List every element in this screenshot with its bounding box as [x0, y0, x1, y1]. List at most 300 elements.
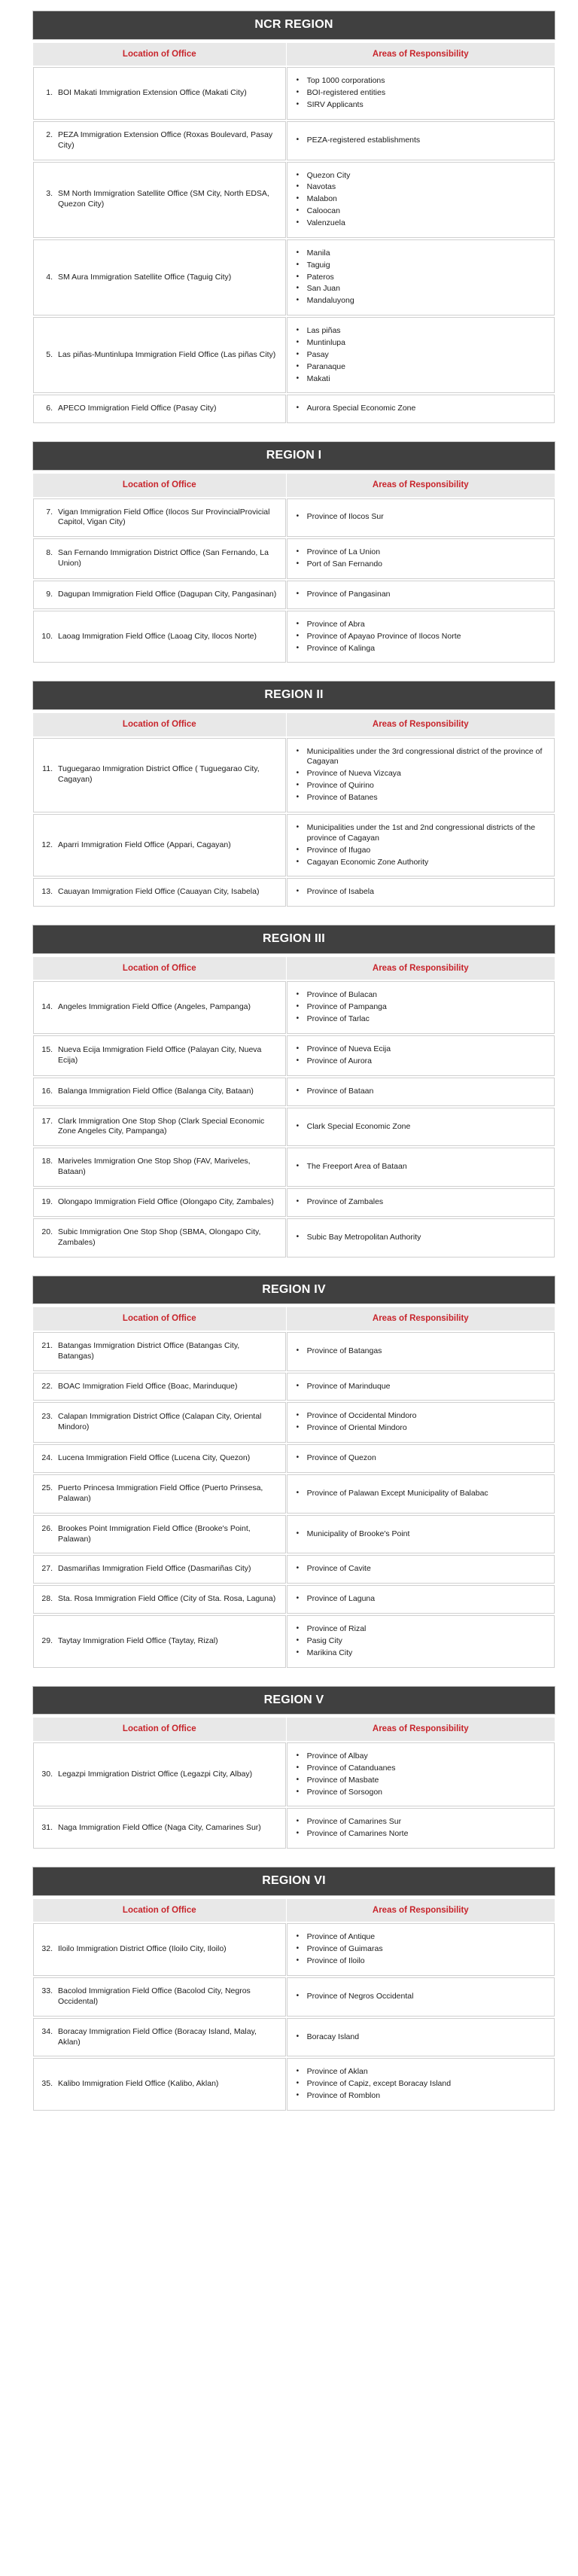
- office-name: PEZA Immigration Extension Office (Roxas Boulevard, Pasay City): [58, 130, 273, 150]
- office-name: Nueva Ecija Immigration Field Office (Palayan City, Nueva Ecija): [58, 1045, 262, 1065]
- column-header-location: Location of Office: [33, 713, 286, 736]
- areas-of-responsibility-cell: [287, 121, 555, 160]
- region-block: [32, 1686, 555, 1850]
- table-row: [33, 2018, 555, 2057]
- office-number: 12.: [41, 840, 53, 849]
- office-number: 7.: [46, 507, 53, 517]
- column-header-areas: Areas of Responsibility: [287, 957, 555, 980]
- areas-of-responsibility-cell: [287, 1444, 555, 1473]
- areas-of-responsibility-cell: [287, 1402, 555, 1443]
- table-row: [33, 878, 555, 907]
- column-header-areas: Areas of Responsibility: [287, 1307, 555, 1331]
- office-location-cell: [33, 395, 286, 423]
- office-number: 30.: [41, 1769, 53, 1779]
- column-header-areas: Areas of Responsibility: [287, 1899, 555, 1922]
- areas-list: [295, 1932, 546, 1967]
- region-table: [32, 1306, 555, 1669]
- table-row: [33, 1218, 555, 1258]
- office-name: Clark Immigration One Stop Shop (Clark Special Economic Zone Angeles City, Pampanga): [58, 1116, 265, 1136]
- region-title: NCR REGION: [32, 11, 555, 40]
- table-row: [33, 538, 555, 579]
- areas-list: [295, 248, 546, 306]
- areas-of-responsibility-cell: [287, 1742, 555, 1806]
- office-name: San Fernando Immigration District Office (San Fernando, La Union): [58, 548, 269, 569]
- area-list-item: • Province of Batanes: [295, 793, 546, 803]
- office-number: 27.: [41, 1564, 53, 1574]
- table-row: [33, 738, 555, 812]
- office-name: Mariveles Immigration One Stop Shop (FAV, Mariveles, Bataan): [58, 1157, 251, 1177]
- office-location-cell: [33, 2018, 286, 2057]
- area-list-item: • Province of Aklan: [295, 2067, 546, 2078]
- column-header-areas: Areas of Responsibility: [287, 43, 555, 66]
- area-list-item: • Province of Kalinga: [295, 644, 546, 654]
- area-list-item: • Port of San Fernando: [295, 559, 546, 570]
- office-name: SM North Immigration Satellite Office (SM City, North EDSA, Quezon City): [58, 189, 269, 209]
- areas-list: [295, 1992, 546, 2002]
- area-list-item: • Pateros: [295, 273, 546, 283]
- area-list-item: • Province of Quezon: [295, 1453, 546, 1464]
- regions-container: [32, 11, 555, 2112]
- office-location-cell: [33, 1402, 286, 1443]
- table-row: [33, 1444, 555, 1473]
- office-name: Brookes Point Immigration Field Office (Brooke's Point, Palawan): [58, 1523, 251, 1544]
- region-title: REGION VI: [32, 1867, 555, 1896]
- table-row: [33, 1515, 555, 1554]
- areas-of-responsibility-cell: [287, 981, 555, 1034]
- areas-of-responsibility-cell: [287, 738, 555, 812]
- office-name: Aparri Immigration Field Office (Appari, Cagayan): [58, 840, 231, 849]
- office-number: 18.: [41, 1157, 53, 1166]
- areas-of-responsibility-cell: [287, 611, 555, 663]
- office-location-cell: [33, 538, 286, 579]
- office-number: 1.: [46, 88, 53, 98]
- area-list-item: • Province of Albay: [295, 1751, 546, 1762]
- table-row: [33, 1585, 555, 1614]
- areas-list: [295, 1122, 546, 1133]
- area-list-item: • Province of Aurora: [295, 1056, 546, 1067]
- area-list-item: • Province of Ilocos Sur: [295, 512, 546, 523]
- office-name: Kalibo Immigration Field Office (Kalibo, Aklan): [58, 2079, 219, 2089]
- areas-list: [295, 2032, 546, 2043]
- area-list-item: • Province of La Union: [295, 547, 546, 558]
- office-name: Iloilo Immigration District Office (Iloilo City, Iloilo): [58, 1944, 227, 1954]
- area-list-item: • Mandaluyong: [295, 296, 546, 306]
- area-list-item: • Province of Rizal: [295, 1624, 546, 1635]
- areas-list: [295, 823, 546, 867]
- table-row: [33, 611, 555, 663]
- table-row: [33, 239, 555, 316]
- office-location-cell: [33, 1555, 286, 1584]
- office-name: BOAC Immigration Field Office (Boac, Marinduque): [58, 1381, 238, 1391]
- office-number: 14.: [41, 1002, 53, 1012]
- area-list-item: • Province of Pampanga: [295, 1002, 546, 1013]
- office-location-cell: [33, 878, 286, 907]
- office-number: 4.: [46, 272, 53, 282]
- areas-of-responsibility-cell: [287, 538, 555, 579]
- area-list-item: • Pasig City: [295, 1636, 546, 1647]
- areas-of-responsibility-cell: [287, 1474, 555, 1514]
- office-number: 32.: [41, 1944, 53, 1954]
- office-number: 2.: [46, 130, 53, 139]
- areas-list: [295, 1529, 546, 1540]
- column-header-areas: Areas of Responsibility: [287, 474, 555, 497]
- area-list-item: • Province of Iloilo: [295, 1956, 546, 1967]
- areas-of-responsibility-cell: [287, 2018, 555, 2057]
- areas-list: [295, 1594, 546, 1605]
- areas-of-responsibility-cell: [287, 1923, 555, 1976]
- area-list-item: • Subic Bay Metropolitan Authority: [295, 1233, 546, 1243]
- region-table: [32, 712, 555, 908]
- area-list-item: • Province of Guimaras: [295, 1944, 546, 1955]
- areas-of-responsibility-cell: [287, 581, 555, 609]
- region-block: [32, 1276, 555, 1669]
- area-list-item: • Las piñas: [295, 326, 546, 337]
- areas-list: [295, 1751, 546, 1797]
- table-row: [33, 67, 555, 120]
- column-header-location: Location of Office: [33, 957, 286, 980]
- office-location-cell: [33, 1373, 286, 1401]
- areas-of-responsibility-cell: [287, 1188, 555, 1217]
- area-list-item: • Province of Nueva Vizcaya: [295, 769, 546, 779]
- region-block: [32, 925, 555, 1258]
- area-list-item: • Province of Camarines Norte: [295, 1829, 546, 1840]
- office-location-cell: [33, 498, 286, 538]
- office-location-cell: [33, 1923, 286, 1976]
- areas-of-responsibility-cell: [287, 67, 555, 120]
- area-list-item: • Province of Bataan: [295, 1087, 546, 1097]
- table-row: [33, 814, 555, 876]
- table-row: [33, 1742, 555, 1806]
- table-row: [33, 1148, 555, 1187]
- office-number: 21.: [41, 1340, 53, 1350]
- area-list-item: • Province of Masbate: [295, 1776, 546, 1786]
- table-row: [33, 1402, 555, 1443]
- table-row: [33, 121, 555, 160]
- office-number: 5.: [46, 349, 53, 359]
- table-row: [33, 1977, 555, 2017]
- area-list-item: • Municipalities under the 1st and 2nd congressional districts of the province of Cagayan: [295, 823, 546, 844]
- areas-list: [295, 1564, 546, 1575]
- column-header-areas: Areas of Responsibility: [287, 1718, 555, 1741]
- office-location-cell: [33, 121, 286, 160]
- areas-list: [295, 1382, 546, 1392]
- area-list-item: • Province of Laguna: [295, 1594, 546, 1605]
- table-row: [33, 1808, 555, 1849]
- areas-list: [295, 1233, 546, 1243]
- office-number: 6.: [46, 404, 53, 413]
- table-row: [33, 981, 555, 1034]
- area-list-item: • Province of Ifugao: [295, 846, 546, 856]
- area-list-item: • Muntinlupa: [295, 338, 546, 349]
- column-header-location: Location of Office: [33, 1307, 286, 1331]
- areas-list: [295, 171, 546, 229]
- areas-list: [295, 76, 546, 111]
- column-header-location: Location of Office: [33, 474, 286, 497]
- areas-list: [295, 1453, 546, 1464]
- table-row: [33, 317, 555, 393]
- areas-of-responsibility-cell: [287, 1808, 555, 1849]
- office-location-cell: [33, 981, 286, 1034]
- office-number: 25.: [41, 1483, 53, 1493]
- area-list-item: • Valenzuela: [295, 218, 546, 229]
- table-row: [33, 1035, 555, 1076]
- area-list-item: • Malabon: [295, 194, 546, 205]
- office-number: 10.: [41, 631, 53, 641]
- office-number: 26.: [41, 1523, 53, 1533]
- area-list-item: • Province of Tarlac: [295, 1014, 546, 1025]
- office-number: 11.: [42, 764, 53, 774]
- area-list-item: • Cagayan Economic Zone Authority: [295, 858, 546, 868]
- region-table: [32, 1898, 555, 2112]
- areas-list: [295, 1489, 546, 1499]
- office-location-cell: [33, 162, 286, 238]
- office-location-cell: [33, 1977, 286, 2017]
- office-location-cell: [33, 1515, 286, 1554]
- area-list-item: • Province of Capiz, except Boracay Island: [295, 2079, 546, 2090]
- office-number: 29.: [41, 1636, 53, 1646]
- office-location-cell: [33, 1078, 286, 1106]
- region-title: REGION II: [32, 681, 555, 710]
- table-row: [33, 2058, 555, 2111]
- areas-of-responsibility-cell: [287, 878, 555, 907]
- table-header-row: [33, 1307, 555, 1331]
- region-block: [32, 441, 555, 664]
- office-location-cell: [33, 1218, 286, 1258]
- office-number: 3.: [46, 189, 53, 199]
- area-list-item: • San Juan: [295, 284, 546, 294]
- office-name: Subic Immigration One Stop Shop (SBMA, Olongapo City, Zambales): [58, 1227, 261, 1247]
- areas-of-responsibility-cell: [287, 395, 555, 423]
- table-header-row: [33, 957, 555, 980]
- area-list-item: • Province of Catanduanes: [295, 1764, 546, 1774]
- area-list-item: • Boracay Island: [295, 2032, 546, 2043]
- areas-list: [295, 1087, 546, 1097]
- column-header-location: Location of Office: [33, 1899, 286, 1922]
- area-list-item: • Makati: [295, 374, 546, 385]
- area-list-item: • Province of Batangas: [295, 1346, 546, 1357]
- area-list-item: • Quezon City: [295, 171, 546, 181]
- area-list-item: • Province of Zambales: [295, 1197, 546, 1208]
- area-list-item: • Taguig: [295, 261, 546, 271]
- office-number: 13.: [41, 887, 53, 897]
- areas-of-responsibility-cell: [287, 1373, 555, 1401]
- area-list-item: • Municipality of Brooke's Point: [295, 1529, 546, 1540]
- area-list-item: • Province of Nueva Ecija: [295, 1044, 546, 1055]
- area-list-item: • Municipalities under the 3rd congressional district of the province of Cagayan: [295, 747, 546, 768]
- office-name: Vigan Immigration Field Office (Ilocos Sur ProvincialProvicial Capitol, Vigan City): [58, 507, 270, 527]
- office-location-cell: [33, 1332, 286, 1371]
- office-location-cell: [33, 1148, 286, 1187]
- region-title: REGION III: [32, 925, 555, 954]
- region-block: [32, 11, 555, 425]
- area-list-item: • PEZA-registered establishments: [295, 136, 546, 146]
- office-name: Angeles Immigration Field Office (Angeles, Pampanga): [58, 1002, 251, 1012]
- office-location-cell: [33, 1474, 286, 1514]
- areas-list: [295, 887, 546, 898]
- office-number: 15.: [41, 1045, 53, 1055]
- office-number: 22.: [41, 1381, 53, 1391]
- areas-of-responsibility-cell: [287, 162, 555, 238]
- areas-of-responsibility-cell: [287, 1108, 555, 1147]
- areas-list: [295, 1624, 546, 1659]
- office-number: 33.: [41, 1986, 53, 1995]
- areas-of-responsibility-cell: [287, 1615, 555, 1668]
- office-location-cell: [33, 1444, 286, 1473]
- area-list-item: • Province of Cavite: [295, 1564, 546, 1575]
- areas-list: [295, 747, 546, 803]
- areas-list: [295, 404, 546, 414]
- table-row: [33, 395, 555, 423]
- area-list-item: • Province of Pangasinan: [295, 590, 546, 600]
- areas-list: [295, 1162, 546, 1172]
- areas-list: [295, 1197, 546, 1208]
- table-row: [33, 1078, 555, 1106]
- office-name: Laoag Immigration Field Office (Laoag City, Ilocos Norte): [58, 631, 257, 641]
- area-list-item: • SIRV Applicants: [295, 100, 546, 111]
- area-list-item: • Province of Marinduque: [295, 1382, 546, 1392]
- office-number: 28.: [41, 1594, 53, 1604]
- office-location-cell: [33, 1188, 286, 1217]
- area-list-item: • Navotas: [295, 182, 546, 193]
- office-location-cell: [33, 1108, 286, 1147]
- areas-of-responsibility-cell: [287, 317, 555, 393]
- office-name: Naga Immigration Field Office (Naga City, Camarines Sur): [58, 1823, 261, 1833]
- office-number: 9.: [46, 589, 53, 599]
- table-row: [33, 1108, 555, 1147]
- office-number: 20.: [41, 1227, 53, 1236]
- office-name: Cauayan Immigration Field Office (Cauayan City, Isabela): [58, 887, 260, 897]
- areas-list: [295, 990, 546, 1025]
- region-title: REGION IV: [32, 1276, 555, 1305]
- region-title: REGION I: [32, 441, 555, 471]
- areas-of-responsibility-cell: [287, 1078, 555, 1106]
- table-header-row: [33, 1899, 555, 1922]
- office-name: Puerto Princesa Immigration Field Office (Puerto Prinsesa, Palawan): [58, 1483, 263, 1503]
- office-name: Boracay Immigration Field Office (Boracay Island, Malay, Aklan): [58, 2026, 257, 2047]
- office-location-cell: [33, 738, 286, 812]
- area-list-item: • Province of Occidental Mindoro: [295, 1411, 546, 1422]
- office-name: Sta. Rosa Immigration Field Office (City of Sta. Rosa, Laguna): [58, 1594, 276, 1604]
- area-list-item: • The Freeport Area of Bataan: [295, 1162, 546, 1172]
- areas-list: [295, 1044, 546, 1067]
- table-row: [33, 1923, 555, 1976]
- office-name: Taytay Immigration Field Office (Taytay, Rizal): [58, 1636, 218, 1646]
- areas-of-responsibility-cell: [287, 1218, 555, 1258]
- table-row: [33, 1474, 555, 1514]
- region-block: [32, 1867, 555, 2112]
- office-location-cell: [33, 611, 286, 663]
- areas-list: [295, 326, 546, 384]
- area-list-item: • Province of Abra: [295, 620, 546, 630]
- office-name: Olongapo Immigration Field Office (Olongapo City, Zambales): [58, 1197, 274, 1207]
- office-name: Batangas Immigration District Office (Batangas City, Batangas): [58, 1340, 240, 1361]
- areas-list: [295, 620, 546, 654]
- region-table: [32, 956, 555, 1259]
- table-row: [33, 1188, 555, 1217]
- table-row: [33, 1555, 555, 1584]
- areas-list: [295, 547, 546, 570]
- office-location-cell: [33, 239, 286, 316]
- office-name: Dagupan Immigration Field Office (Dagupan City, Pangasinan): [58, 589, 277, 599]
- area-list-item: • Paranaque: [295, 362, 546, 373]
- areas-of-responsibility-cell: [287, 1148, 555, 1187]
- office-number: 23.: [41, 1412, 53, 1422]
- areas-of-responsibility-cell: [287, 1555, 555, 1584]
- table-header-row: [33, 1718, 555, 1741]
- column-header-location: Location of Office: [33, 43, 286, 66]
- office-location-cell: [33, 1615, 286, 1668]
- areas-of-responsibility-cell: [287, 1035, 555, 1076]
- office-location-cell: [33, 67, 286, 120]
- areas-of-responsibility-cell: [287, 2058, 555, 2111]
- region-table: [32, 41, 555, 425]
- office-name: Las piñas-Muntinlupa Immigration Field Office (Las piñas City): [58, 349, 276, 359]
- area-list-item: • Top 1000 corporations: [295, 76, 546, 87]
- table-row: [33, 1615, 555, 1668]
- area-list-item: • Caloocan: [295, 206, 546, 217]
- area-list-item: • Province of Bulacan: [295, 990, 546, 1001]
- office-number: 35.: [41, 2079, 53, 2089]
- office-number: 8.: [46, 548, 53, 558]
- office-location-cell: [33, 1585, 286, 1614]
- areas-list: [295, 1346, 546, 1357]
- areas-list: [295, 590, 546, 600]
- office-name: Tuguegarao Immigration District Office ( Tuguegarao City, Cagayan): [58, 764, 260, 785]
- office-location-cell: [33, 1035, 286, 1076]
- table-row: [33, 498, 555, 538]
- area-list-item: • BOI-registered entities: [295, 88, 546, 99]
- office-name: Dasmariñas Immigration Field Office (Dasmariñas City): [58, 1564, 251, 1574]
- office-name: APECO Immigration Field Office (Pasay City): [58, 404, 217, 413]
- column-header-location: Location of Office: [33, 1718, 286, 1741]
- table-header-row: [33, 43, 555, 66]
- areas-of-responsibility-cell: [287, 239, 555, 316]
- area-list-item: • Pasay: [295, 350, 546, 361]
- area-list-item: • Aurora Special Economic Zone: [295, 404, 546, 414]
- area-list-item: • Province of Apayao Province of Ilocos Norte: [295, 632, 546, 642]
- office-location-cell: [33, 317, 286, 393]
- areas-list: [295, 1817, 546, 1840]
- region-table: [32, 1716, 555, 1850]
- office-location-cell: [33, 1808, 286, 1849]
- table-row: [33, 1332, 555, 1371]
- table-row: [33, 581, 555, 609]
- office-number: 24.: [41, 1453, 53, 1463]
- office-location-cell: [33, 1742, 286, 1806]
- office-number: 17.: [41, 1116, 53, 1126]
- area-list-item: • Province of Sorsogon: [295, 1788, 546, 1798]
- areas-of-responsibility-cell: [287, 814, 555, 876]
- region-table: [32, 472, 555, 665]
- column-header-areas: Areas of Responsibility: [287, 713, 555, 736]
- area-list-item: • Clark Special Economic Zone: [295, 1122, 546, 1133]
- office-name: SM Aura Immigration Satellite Office (Taguig City): [58, 272, 232, 282]
- office-number: 19.: [41, 1197, 53, 1207]
- table-header-row: [33, 713, 555, 736]
- areas-list: [295, 1411, 546, 1434]
- office-name: Calapan Immigration District Office (Calapan City, Oriental Mindoro): [58, 1412, 262, 1432]
- office-name: Lucena Immigration Field Office (Lucena City, Quezon): [58, 1453, 251, 1463]
- office-location-cell: [33, 581, 286, 609]
- area-list-item: • Province of Antique: [295, 1932, 546, 1943]
- areas-of-responsibility-cell: [287, 1332, 555, 1371]
- area-list-item: • Province of Quirino: [295, 781, 546, 791]
- areas-of-responsibility-cell: [287, 1515, 555, 1554]
- areas-of-responsibility-cell: [287, 498, 555, 538]
- areas-of-responsibility-cell: [287, 1585, 555, 1614]
- region-title: REGION V: [32, 1686, 555, 1715]
- office-name: BOI Makati Immigration Extension Office (Makati City): [58, 88, 247, 98]
